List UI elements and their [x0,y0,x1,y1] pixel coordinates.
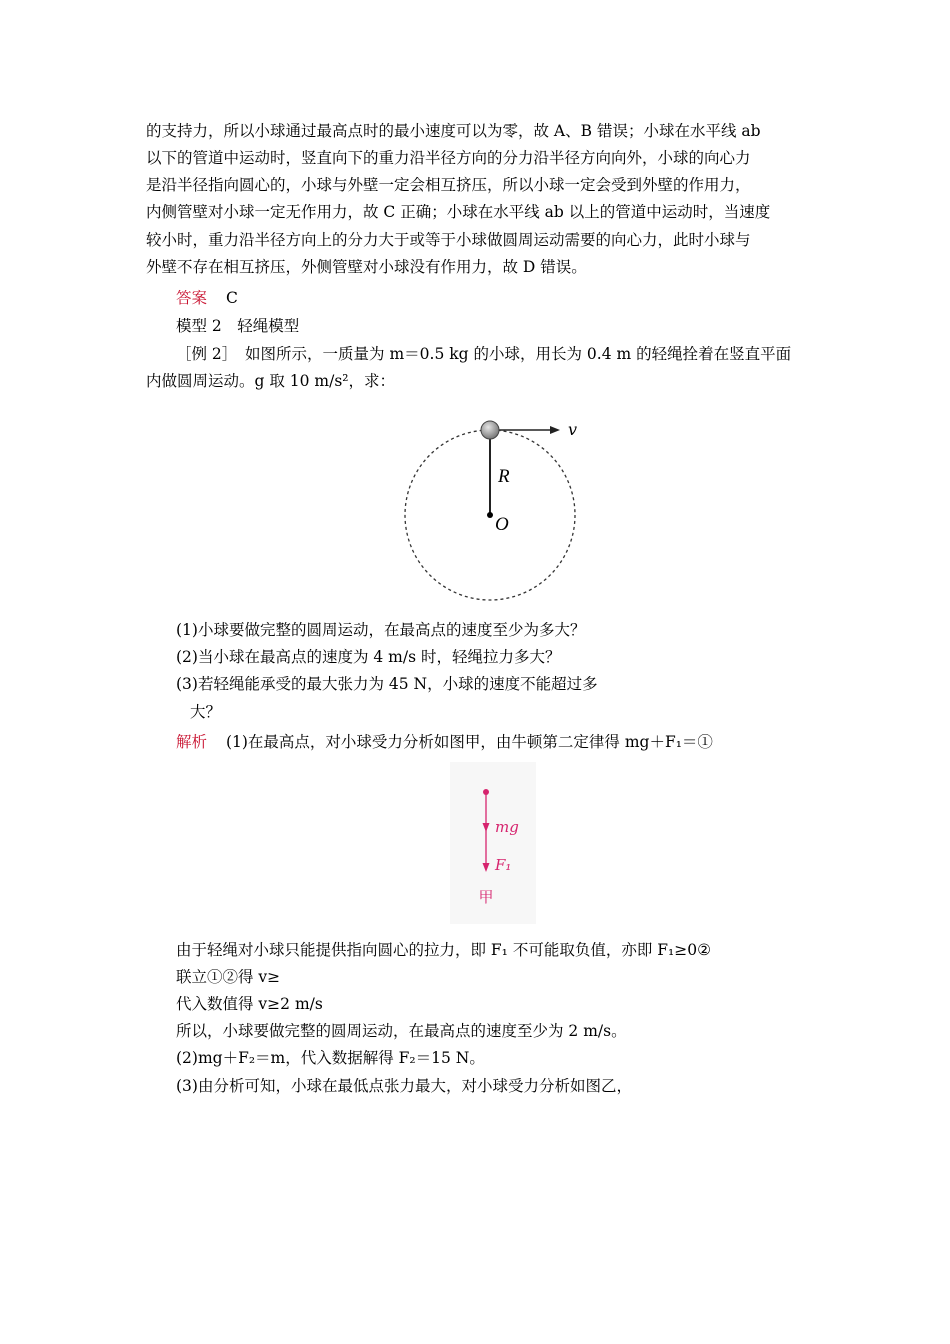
circle-motion-figure [382,400,602,610]
answer-value: C [225,289,238,307]
paragraph-line: 外壁不存在相互挤压，外侧管壁对小球没有作用力，故 D 错误。 [146,258,587,276]
solution-line: 所以，小球要做完整的圆周运动，在最高点的速度至少为 2 m/s。 [176,1022,627,1040]
paragraph-line: 的支持力，所以小球通过最高点时的最小速度可以为零，故 A、B 错误；小球在水平线 ab [146,122,761,140]
ball [481,421,499,439]
velocity-label: v [568,420,578,439]
center-label: O [495,514,509,535]
question-line: (1)小球要做完整的圆周运动，在最高点的速度至少为多大？ [176,621,586,639]
question-line: (2)当小球在最高点的速度为 4 m/s 时，轻绳拉力多大？ [176,648,561,666]
example-line: 内做圆周运动。g 取 10 m/s²，求： [146,372,396,390]
force-diagram [450,762,536,924]
paragraph-line: 内侧管壁对小球一定无作用力，故 C 正确；小球在水平线 ab 以上的管道中运动时，当速度 [146,203,771,221]
paragraph-line: 以下的管道中运动时，竖直向下的重力沿半径方向的分力沿半径方向向外，小球的向心力 [146,149,751,167]
center-dot [487,512,493,518]
solution-line: 代入数值得 v≥2 m/s [176,995,323,1013]
question-line: (3)若轻绳能承受的最大张力为 45 N，小球的速度不能超过多 [176,675,598,693]
model-heading: 模型 2 轻绳模型 [176,317,300,335]
paragraph-line: 是沿半径指向圆心的，小球与外壁一定会相互挤压，所以小球一定会受到外壁的作用力， [146,176,751,194]
solution-line: (2)mg＋F₂＝m，代入数据解得 F₂＝15 N。 [176,1049,485,1067]
answer-line [176,285,238,311]
velocity-arrowhead [550,426,560,434]
figure-caption: 甲 [478,888,494,906]
analysis-text: (1)在最高点，对小球受力分析如图甲，由牛顿第二定律得 mg＋F₁＝① [225,733,713,751]
mg-label: mg [495,818,519,836]
solution-line: 由于轻绳对小球只能提供指向圆心的拉力，即 F₁ 不可能取负值，亦即 F₁≥0② [176,941,711,959]
f1-label: F₁ [495,856,512,874]
solution-line: (3)由分析可知，小球在最低点张力最大，对小球受力分析如图乙， [176,1077,632,1095]
analysis-label: 解析 [176,733,208,751]
solution-line: 联立①②得 v≥ [176,968,281,986]
analysis-line [176,729,713,755]
radius-label: R [498,466,510,487]
example-line: ［例 2］ 如图所示，一质量为 m＝0.5 kg 的小球，用长为 0.4 m 的轻绳拴着在竖直平面 [176,345,792,363]
paragraph-line: 较小时，重力沿半径方向上的分力大于或等于小球做圆周运动需要的向心力，此时小球与 [146,231,751,249]
question-line: 大？ [190,703,222,721]
answer-label: 答案 [176,289,208,307]
